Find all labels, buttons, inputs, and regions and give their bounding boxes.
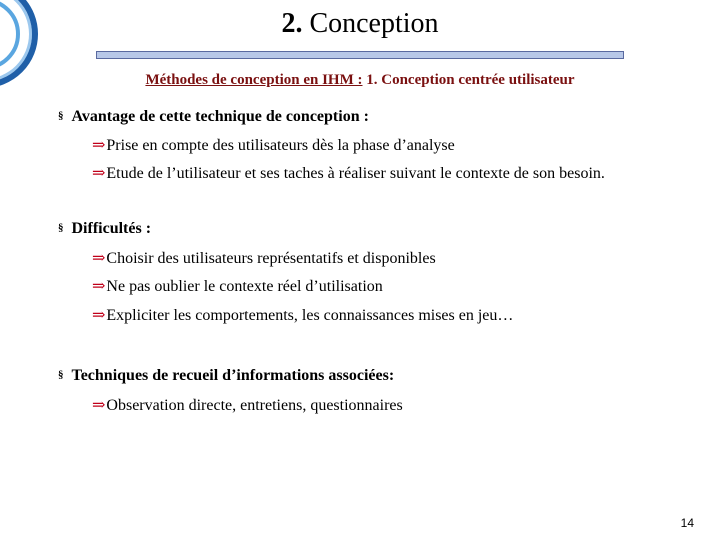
slide-subtitle — [0, 72, 720, 89]
section-heading-text: Techniques de recueil d’informations associées: — [71, 367, 395, 384]
double-arrow-icon: ⇒ — [92, 250, 106, 267]
list-item-text: Observation directe, entretiens, questionnaires — [106, 397, 403, 414]
list-item-text: Expliciter les comportements, les connaissances mises en jeu… — [106, 307, 514, 324]
list-item-text: Choisir des utilisateurs représentatifs et disponibles — [106, 250, 436, 267]
list-item — [92, 395, 403, 415]
square-bullet-icon: § — [58, 369, 64, 381]
subtitle-rest: 1. Conception centrée utilisateur — [366, 72, 575, 88]
section-heading — [58, 220, 151, 238]
double-arrow-icon: ⇒ — [92, 307, 106, 324]
page-number: 14 — [680, 516, 694, 530]
list-item-text: Ne pas oublier le contexte réel d’utilisation — [106, 278, 383, 295]
section-heading-text: Avantage de cette technique de conception : — [71, 108, 369, 125]
section-heading — [58, 367, 394, 385]
list-item — [92, 276, 383, 296]
slide-title — [0, 6, 720, 42]
list-item — [92, 305, 513, 325]
list-item — [92, 163, 605, 183]
section-heading — [58, 108, 369, 126]
double-arrow-icon: ⇒ — [92, 397, 106, 414]
title-text: Conception — [309, 8, 439, 39]
section-heading-text: Difficultés : — [71, 220, 152, 237]
square-bullet-icon: § — [58, 110, 64, 122]
list-item — [92, 135, 455, 155]
title-rule — [96, 51, 624, 59]
title-number: 2. — [281, 8, 303, 39]
double-arrow-icon: ⇒ — [92, 137, 106, 154]
subtitle-prefix: Méthodes de conception en IHM : — [145, 72, 363, 88]
double-arrow-icon: ⇒ — [92, 278, 106, 295]
double-arrow-icon: ⇒ — [92, 165, 106, 182]
list-item — [92, 248, 436, 268]
list-item-text: Etude de l’utilisateur et ses taches à réaliser suivant le contexte de son besoin. — [106, 165, 605, 182]
list-item-text: Prise en compte des utilisateurs dès la phase d’analyse — [106, 137, 455, 154]
square-bullet-icon: § — [58, 222, 64, 234]
